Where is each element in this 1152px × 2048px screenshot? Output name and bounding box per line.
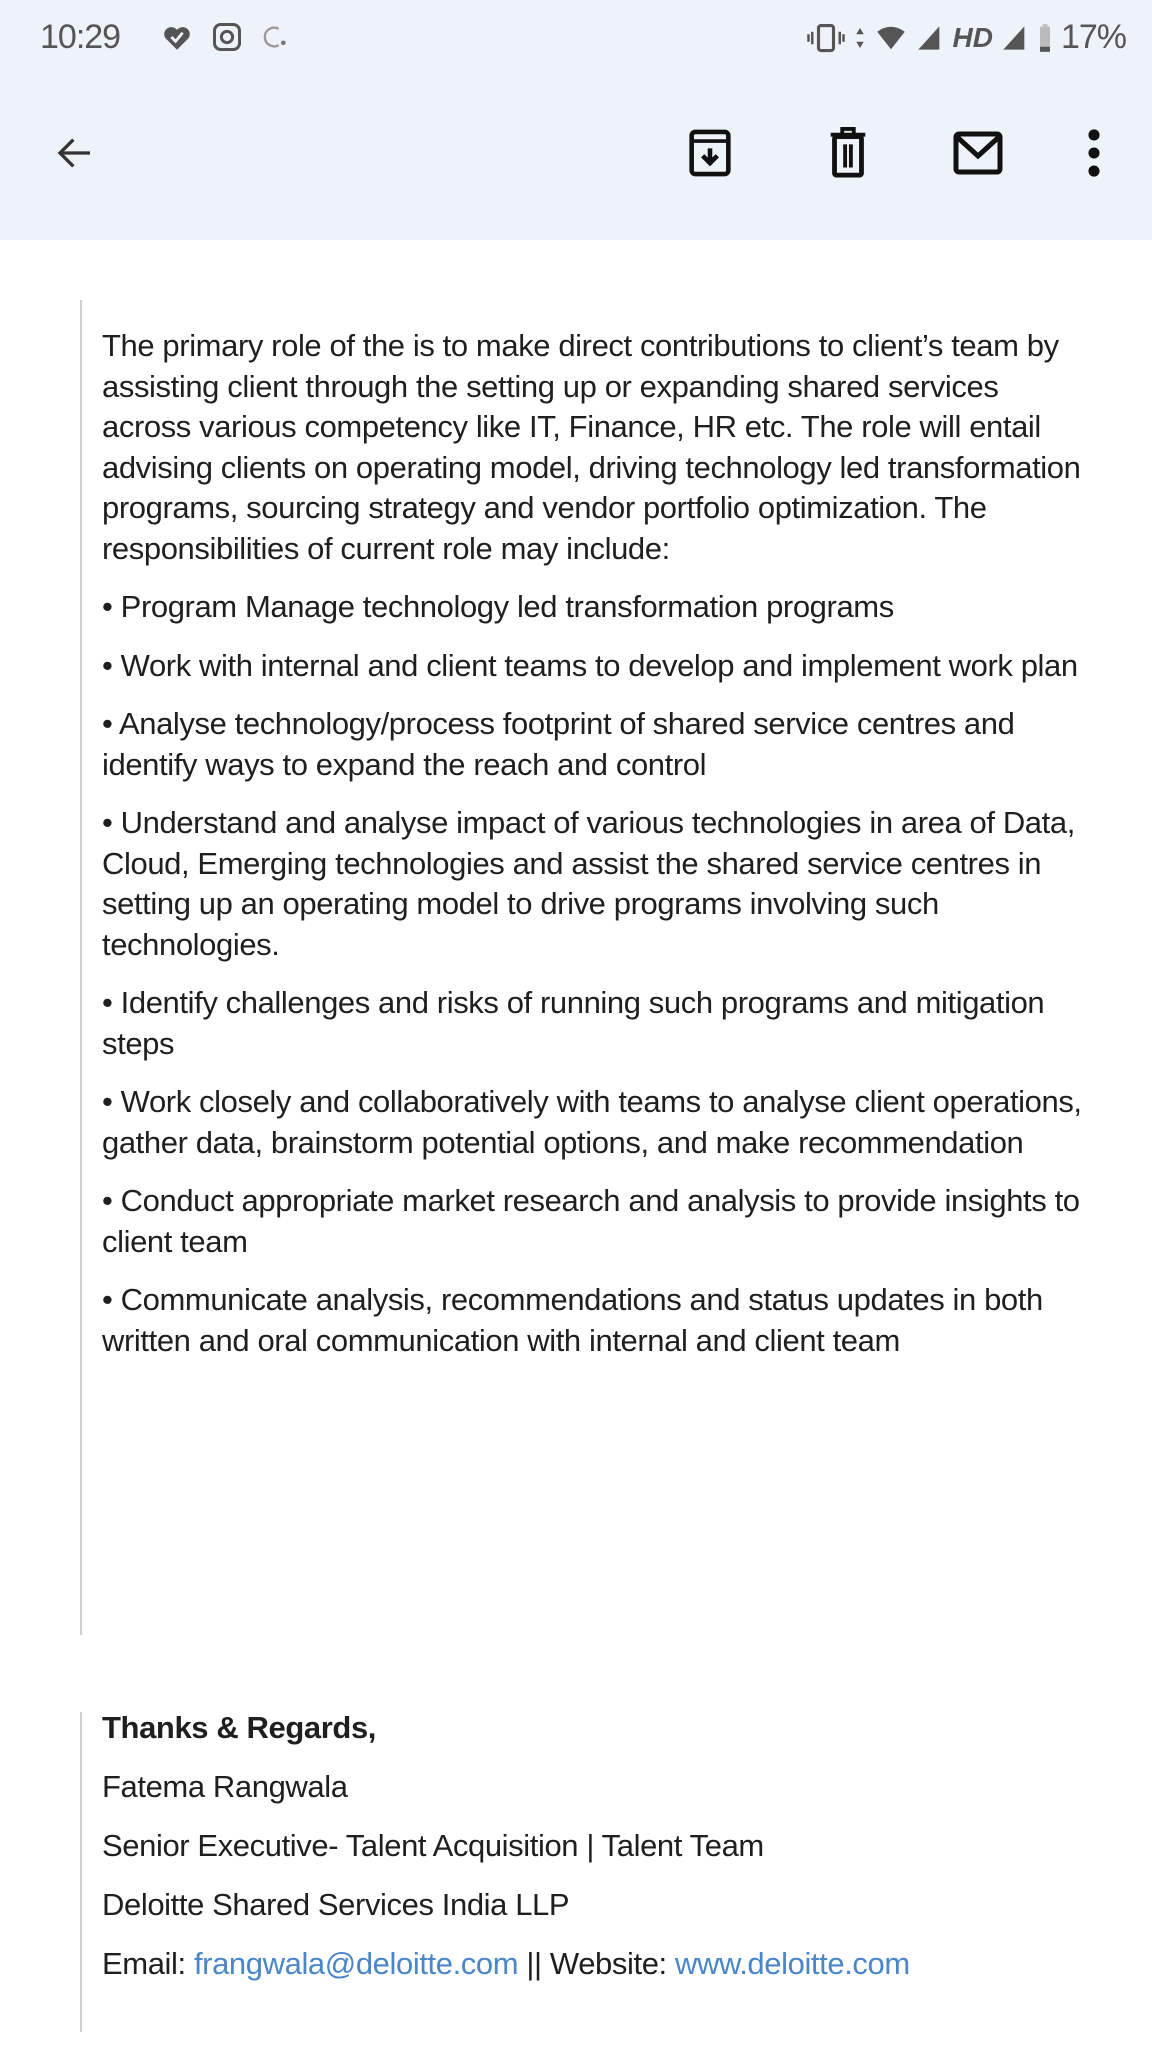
- signal-icon: [916, 23, 944, 53]
- data-arrows-icon: [854, 23, 866, 53]
- bullet-item: • Work closely and collaboratively with teams to analyse client operations, gather data, brainstorm potential options, and make recommendation: [102, 1084, 1082, 1160]
- vibrate-icon: [806, 23, 846, 53]
- quote-bar: [80, 1712, 82, 2032]
- signature-company: Deloitte Shared Services India LLP: [102, 1887, 570, 1922]
- hd-label: HD: [952, 21, 993, 53]
- quote-bar: [80, 300, 82, 1635]
- wifi-icon: [874, 23, 908, 53]
- back-button[interactable]: [45, 118, 105, 188]
- signature-contact: [102, 1940, 910, 1999]
- battery-charging-icon: [1037, 23, 1053, 53]
- status-bar: [0, 14, 1152, 64]
- bullet-item: • Analyse technology/process footprint of shared service centres and identify ways to expand the reach and control: [102, 706, 1015, 782]
- bullet-item: • Communicate analysis, recommendations and status updates in both written and oral communication with internal and client team: [102, 1282, 1043, 1358]
- back-arrow-icon: [53, 133, 97, 173]
- mark-unread-button[interactable]: [948, 118, 1008, 188]
- signature-name: Fatema Rangwala: [102, 1769, 348, 1804]
- signature-title: Senior Executive- Talent Acquisition | Talent Team: [102, 1828, 764, 1863]
- battery-percent: 17%: [1060, 18, 1126, 56]
- bullet-item: • Conduct appropriate market research and analysis to provide insights to client team: [102, 1183, 1080, 1259]
- website-label: || Website:: [518, 1946, 675, 1981]
- more-vert-icon: [1087, 128, 1101, 178]
- toolbar: [0, 118, 1152, 188]
- more-options-button[interactable]: [1064, 118, 1124, 188]
- health-icon: [160, 20, 194, 54]
- signal-icon: [1001, 23, 1029, 53]
- signature-closing: Thanks & Regards,: [102, 1710, 377, 1745]
- signature: [102, 1704, 910, 1999]
- top-bar: [0, 0, 1152, 240]
- email-link[interactable]: frangwala@deloitte.com: [193, 1946, 519, 1981]
- delete-button[interactable]: [818, 118, 878, 188]
- intro-paragraph: The primary role of the is to make direct contributions to client’s team by assisting client through the setting up or expanding shared services across various competency like IT, Finance, HR etc. The role will entail advising clients on operating model, driving technology led transformation programs, sourcing strategy and vendor portfolio optimization. The responsibilities of current role may include:: [102, 328, 1081, 566]
- email-label: Email:: [102, 1946, 194, 1981]
- bullet-item: • Understand and analyse impact of various technologies in area of Data, Cloud, Emerging technologies and assist the shared service centres in setting up an operating model to drive programs involving such technologies.: [102, 805, 1075, 962]
- archive-button[interactable]: [680, 118, 740, 188]
- status-time: 10:29: [40, 18, 121, 56]
- archive-icon: [688, 128, 732, 178]
- google-icon: [260, 22, 288, 52]
- mark-unread-icon: [952, 130, 1004, 176]
- delete-icon: [828, 127, 868, 179]
- email-body: [102, 326, 1087, 1379]
- instagram-icon: [212, 22, 242, 52]
- website-link[interactable]: www.deloitte.com: [674, 1946, 910, 1981]
- bullet-item: • Identify challenges and risks of running such programs and mitigation steps: [102, 985, 1045, 1061]
- bullet-item: • Work with internal and client teams to develop and implement work plan: [102, 647, 1078, 683]
- bullet-item: • Program Manage technology led transformation programs: [102, 589, 894, 624]
